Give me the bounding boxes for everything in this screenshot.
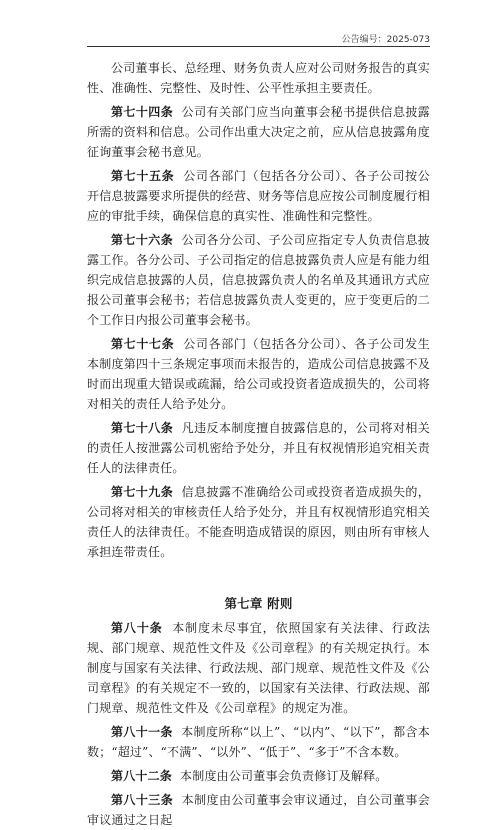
paragraph-text: 公司董事长、总经理、财务负责人应对公司财务报告的真实性、准确性、完整性、及时性、公平性承担主要责任。 bbox=[87, 61, 430, 95]
article-number: 第八十一条 bbox=[111, 725, 173, 739]
article-text: 凡违反本制度擅自披露信息的，公司将对相关的责任人按泄露公司机密给予处分，并且有权视情形追究相关责任人的法律责任。 bbox=[87, 421, 430, 475]
article-80 bbox=[87, 618, 430, 718]
article-text: 信息披露不准确给公司或投资者造成损失的，公司将对相关的审核责任人给予处分，并且有权视情形追究相关责任人的法律责任。不能查明造成错误的原因，则由所有审核人承担连带责任。 bbox=[87, 485, 430, 559]
article-text: 公司各部门（包括各分公司）、各子公司按公开信息披露要求所提供的经营、财务等信息应按公司制度履行相应的审批手续，确保信息的真实性、准确性和完整性。 bbox=[87, 169, 430, 223]
article-number: 第七十九条 bbox=[111, 485, 174, 499]
announcement-number: 公告编号：2025-073 bbox=[341, 35, 430, 45]
article-77 bbox=[87, 334, 430, 414]
article-number: 第七十八条 bbox=[111, 421, 174, 435]
article-text: 公司各分公司、子公司应指定专人负责信息披露工作。各分公司、子公司指定的信息披露负责人应是有能力组织完成信息披露的人员，信息披露负责人的名单及其通讯方式应报公司董事会秘书；若信息披露负责人变更的，应于变更后的二个工作日内报公司董事会秘书。 bbox=[87, 233, 430, 327]
article-text: 公司有关部门应当向董事会秘书提供信息披露所需的资料和信息。公司作出重大决定之前，应从信息披露角度征询董事会秘书意见。 bbox=[87, 105, 430, 159]
article-text: 公司各部门（包括各分公司）、各子公司发生本制度第四十三条规定事项而未报告的，造成公司信息披露不及时而出现重大错误或疏漏，给公司或投资者造成损失的，公司将对相关的责任人给予处分。 bbox=[87, 337, 430, 411]
article-number: 第七十四条 bbox=[111, 105, 174, 119]
article-number: 第八十三条 bbox=[111, 793, 174, 807]
article-number: 第八十条 bbox=[111, 621, 163, 635]
article-text: 本制度由公司董事会审议通过，自公司董事会审议通过之日起 bbox=[87, 793, 430, 827]
article-74 bbox=[87, 102, 430, 162]
article-79 bbox=[87, 482, 430, 562]
document-body bbox=[87, 58, 430, 830]
article-76 bbox=[87, 230, 430, 330]
chapter-title: 第七章 附则 bbox=[224, 596, 293, 611]
article-text: 本制度由公司董事会负责修订及解释。 bbox=[180, 769, 388, 783]
article-number: 第七十五条 bbox=[111, 169, 175, 183]
article-83 bbox=[87, 790, 430, 830]
header-divider bbox=[87, 46, 430, 47]
article-text: 本制度未尽事宜，依照国家有关法律、行政法规、部门规章、规范性文件及《公司章程》的有关规定执行。本制度与国家有关法律、行政法规、部门规章、规范性文件及《公司章程》的有关规定不一致的，以国家有关法律、行政法规、部门规章、规范性文件及《公司章程》的规定为准。 bbox=[87, 621, 430, 715]
article-number: 第七十七条 bbox=[111, 337, 175, 351]
article-text: 本制度所称“以上”、“以内”、“以下”，都含本数；“超过”、“不满”、“以外”、“低于”、“多于”不含本数。 bbox=[87, 725, 430, 759]
article-number: 第八十二条 bbox=[111, 769, 173, 783]
article-81 bbox=[87, 722, 430, 762]
article-82 bbox=[87, 766, 430, 786]
paragraph bbox=[87, 58, 430, 98]
article-78 bbox=[87, 418, 430, 478]
article-75 bbox=[87, 166, 430, 226]
article-number: 第七十六条 bbox=[111, 233, 174, 247]
